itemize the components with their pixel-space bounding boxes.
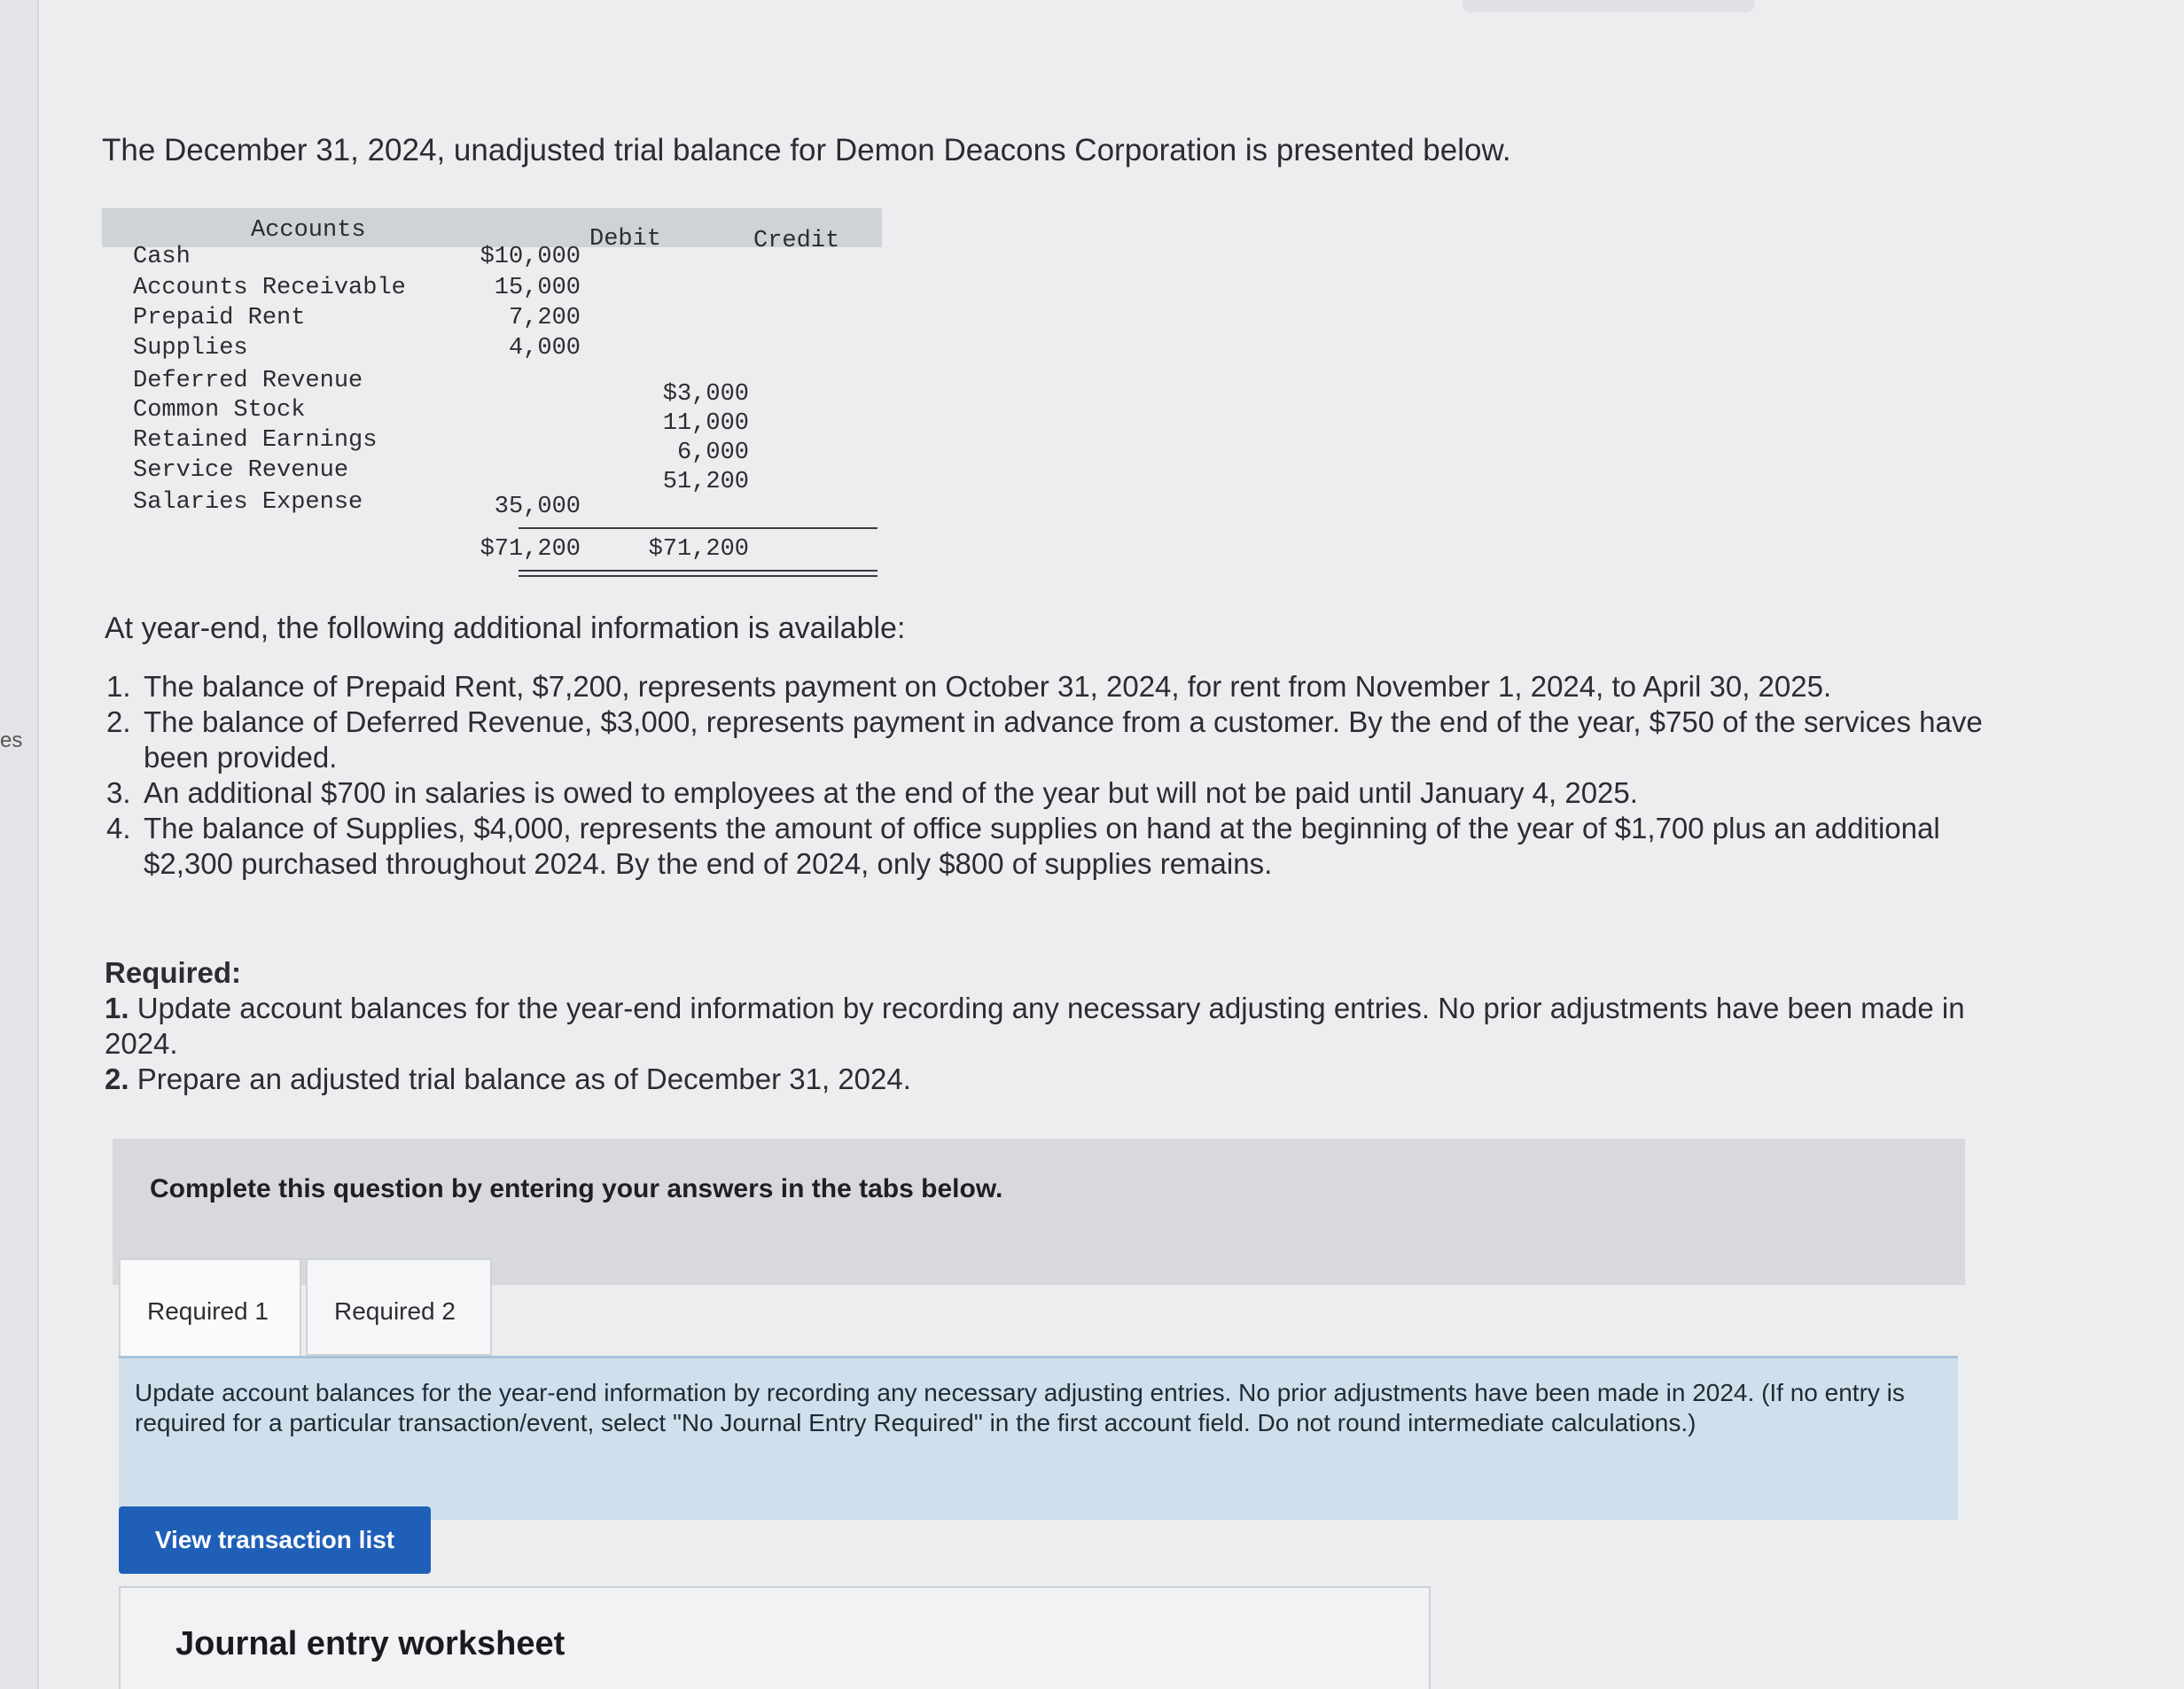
- row-account: Retained Earnings: [133, 427, 378, 454]
- total-double-rule-top: [519, 570, 878, 572]
- item-text: The balance of Prepaid Rent, $7,200, represents payment on October 31, 2024, for rent from November 1, 2024, to April 30, 2025.: [144, 670, 1832, 703]
- total-double-rule-bottom: [519, 575, 878, 577]
- item-number: 1.: [106, 670, 131, 703]
- table-row: [133, 275, 882, 305]
- item-number: 3.: [106, 776, 131, 809]
- row-credit: $3,000: [662, 381, 749, 408]
- row-account: Prepaid Rent: [133, 305, 306, 331]
- instructions-text: Update account balances for the year-end information by recording any necessary adjusting entries. No prior adjustments have been made in 2024. (If no entry is required for a particular transaction/event, select "No Journal Entry Required" in the first account field. Do not round intermediate calculations.): [135, 1379, 1905, 1436]
- item-text: The balance of Supplies, $4,000, represents the amount of office supplies on hand at the beginning of the year of $1,700 plus an additional $2,300 purchased throughout 2024. By the end of 2024, only $800 of supplies remains.: [144, 812, 1940, 880]
- left-panel-fragment: es: [0, 728, 23, 752]
- total-credit: $71,200: [648, 536, 749, 563]
- row-debit: $10,000: [480, 244, 581, 270]
- required-title: Required:: [105, 956, 242, 989]
- header-accounts: Accounts: [251, 217, 366, 244]
- row-credit: 51,200: [662, 469, 749, 495]
- top-tab-edge: [1462, 0, 1755, 12]
- view-transaction-list-button[interactable]: View transaction list: [119, 1506, 431, 1574]
- row-debit: 15,000: [494, 275, 581, 301]
- tab-required-1[interactable]: [119, 1258, 301, 1356]
- row-account: Deferred Revenue: [133, 368, 363, 394]
- table-row: [133, 368, 882, 408]
- row-account: Common Stock: [133, 397, 306, 424]
- trial-balance-table: [102, 208, 882, 580]
- additional-info-lead: At year-end, the following additional information is available:: [105, 611, 906, 645]
- table-row: [133, 244, 882, 274]
- item-number: 4.: [106, 812, 131, 844]
- left-panel-strip: [0, 0, 39, 1689]
- table-row: [133, 305, 882, 335]
- subtotal-rule: [519, 527, 878, 529]
- required-item-text: Update account balances for the year-end information by recording any necessary adjusting entries. No prior adjustments have been made in 2024.: [105, 992, 1965, 1060]
- tab-label: Required 2: [334, 1297, 456, 1325]
- problem-intro: The December 31, 2024, unadjusted trial balance for Demon Deacons Corporation is presented below.: [102, 133, 1511, 167]
- required-item: [105, 991, 1966, 1062]
- list-item: [106, 811, 1985, 882]
- totals-row: [133, 536, 882, 566]
- row-debit: 35,000: [494, 494, 581, 520]
- tab-label: Required 1: [147, 1297, 269, 1325]
- item-text: The balance of Deferred Revenue, $3,000, represents payment in advance from a customer. By the end of the year, $750 of the services have been provided.: [144, 705, 1983, 774]
- list-item: [106, 775, 1985, 811]
- row-account: Service Revenue: [133, 457, 349, 484]
- required-section: [105, 955, 1966, 1097]
- tab-required-2[interactable]: [306, 1258, 492, 1356]
- required-item: [105, 1062, 1966, 1097]
- row-debit: 4,000: [508, 335, 581, 362]
- required-item-number: 2.: [105, 1062, 129, 1095]
- list-item: [106, 669, 1985, 704]
- additional-info-list: [106, 669, 1985, 882]
- table-row: [133, 397, 882, 437]
- table-row: [133, 335, 882, 365]
- row-credit: 11,000: [662, 410, 749, 437]
- instructions-box: [119, 1356, 1958, 1520]
- item-text: An additional $700 in salaries is owed to employees at the end of the year but will not be paid until January 4, 2025.: [144, 776, 1638, 809]
- row-account: Salaries Expense: [133, 489, 363, 516]
- row-account: Supplies: [133, 335, 248, 362]
- row-credit: 6,000: [676, 440, 749, 466]
- required-item-number: 1.: [105, 992, 129, 1024]
- table-row: [133, 427, 882, 466]
- journal-entry-worksheet-panel: [119, 1586, 1431, 1689]
- row-account: Accounts Receivable: [133, 275, 406, 301]
- required-item-text: Prepare an adjusted trial balance as of December 31, 2024.: [136, 1062, 911, 1095]
- header-debit: Debit: [589, 226, 662, 253]
- total-debit: $71,200: [480, 536, 581, 563]
- row-debit: 7,200: [508, 305, 581, 331]
- table-row: [133, 457, 882, 495]
- list-item: [106, 704, 1985, 775]
- item-number: 2.: [106, 705, 131, 738]
- header-credit: Credit: [753, 228, 840, 254]
- worksheet-title: Journal entry worksheet: [176, 1625, 566, 1662]
- complete-question-text: Complete this question by entering your answers in the tabs below.: [150, 1174, 1003, 1203]
- table-row: [133, 489, 882, 519]
- row-account: Cash: [133, 244, 191, 270]
